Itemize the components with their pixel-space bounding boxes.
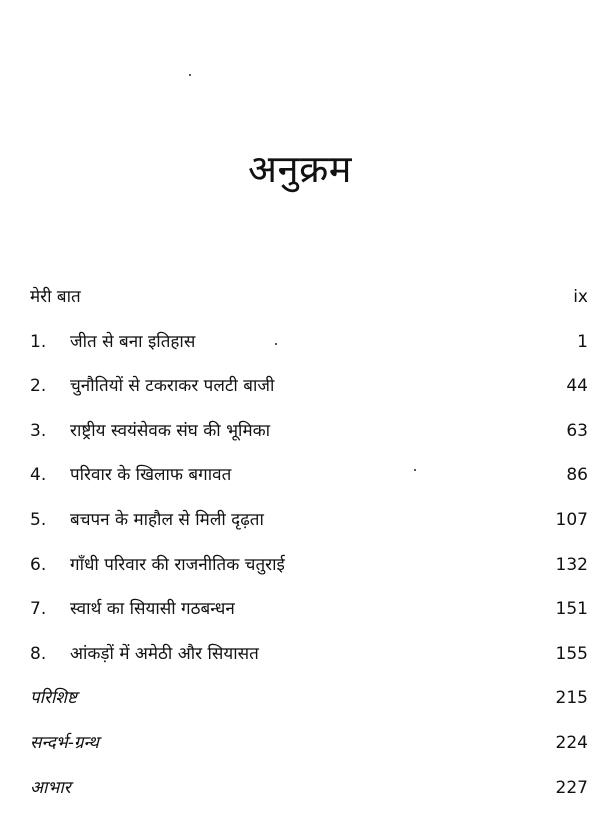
toc-entry-number: 7.: [30, 599, 47, 620]
toc-entry-page: 63: [566, 420, 588, 441]
toc-entry-title: गाँधी परिवार की राजनीतिक चतुराई: [70, 554, 285, 575]
toc-entry-page: 1: [577, 331, 588, 352]
toc-entry-6[interactable]: [30, 550, 588, 595]
toc-entry-8[interactable]: [30, 639, 588, 684]
toc-entry-preface[interactable]: [30, 282, 588, 327]
toc-entry-number: 6.: [30, 554, 47, 575]
toc-entry-4[interactable]: [30, 460, 588, 505]
toc-entry-number: 1.: [30, 331, 47, 352]
toc-entry-page: 44: [566, 376, 588, 397]
page-title: अनुक्रम: [247, 147, 353, 191]
toc-entry-title: आंकड़ों में अमेठी और सियासत: [70, 643, 259, 664]
toc-entry-number: 3.: [30, 420, 47, 441]
toc-entry-2[interactable]: [30, 371, 588, 416]
toc-entry-5[interactable]: [30, 505, 588, 550]
toc-entry-title: सन्दर्भ-ग्रन्थ: [30, 732, 99, 753]
toc-entry-title: मेरी बात: [30, 287, 81, 307]
scan-speck: [414, 469, 416, 471]
toc-entry-appendix[interactable]: [30, 683, 588, 728]
scan-speck: [189, 74, 191, 76]
toc-entry-page: 224: [555, 732, 588, 753]
toc-entry-number: 5.: [30, 509, 47, 530]
toc-entry-title: परिवार के खिलाफ बगावत: [70, 465, 232, 486]
toc-entry-page: 155: [555, 643, 588, 664]
toc-entry-page: 151: [555, 599, 588, 620]
toc-entry-title: राष्ट्रीय स्वयंसेवक संघ की भूमिका: [70, 420, 271, 441]
toc-entry-page: ix: [573, 287, 588, 307]
toc-entry-page: 132: [555, 554, 588, 575]
table-of-contents: [30, 282, 588, 817]
toc-entry-title: जीत से बना इतिहास: [70, 331, 196, 352]
toc-entry-3[interactable]: [30, 416, 588, 461]
toc-entry-number: 2.: [30, 376, 47, 397]
toc-entry-title: चुनौतियों से टकराकर पलटी बाजी: [70, 376, 275, 397]
toc-entry-page: 107: [555, 509, 588, 530]
scan-speck: [275, 343, 277, 345]
toc-entry-bibliography[interactable]: [30, 728, 588, 773]
toc-entry-7[interactable]: [30, 594, 588, 639]
toc-entry-1[interactable]: [30, 327, 588, 372]
toc-entry-page: 227: [555, 777, 588, 798]
toc-entry-number: 4.: [30, 465, 47, 486]
toc-entry-title: बचपन के माहौल से मिली दृढ़ता: [70, 509, 264, 530]
toc-entry-acknowledgements[interactable]: [30, 773, 588, 817]
toc-entry-number: 8.: [30, 643, 47, 664]
toc-entry-title: परिशिष्ट: [30, 688, 77, 709]
toc-entry-page: 86: [566, 465, 588, 486]
toc-entry-title: आभार: [30, 777, 71, 798]
toc-entry-page: 215: [555, 688, 588, 709]
toc-entry-title: स्वार्थ का सियासी गठबन्धन: [70, 599, 235, 620]
